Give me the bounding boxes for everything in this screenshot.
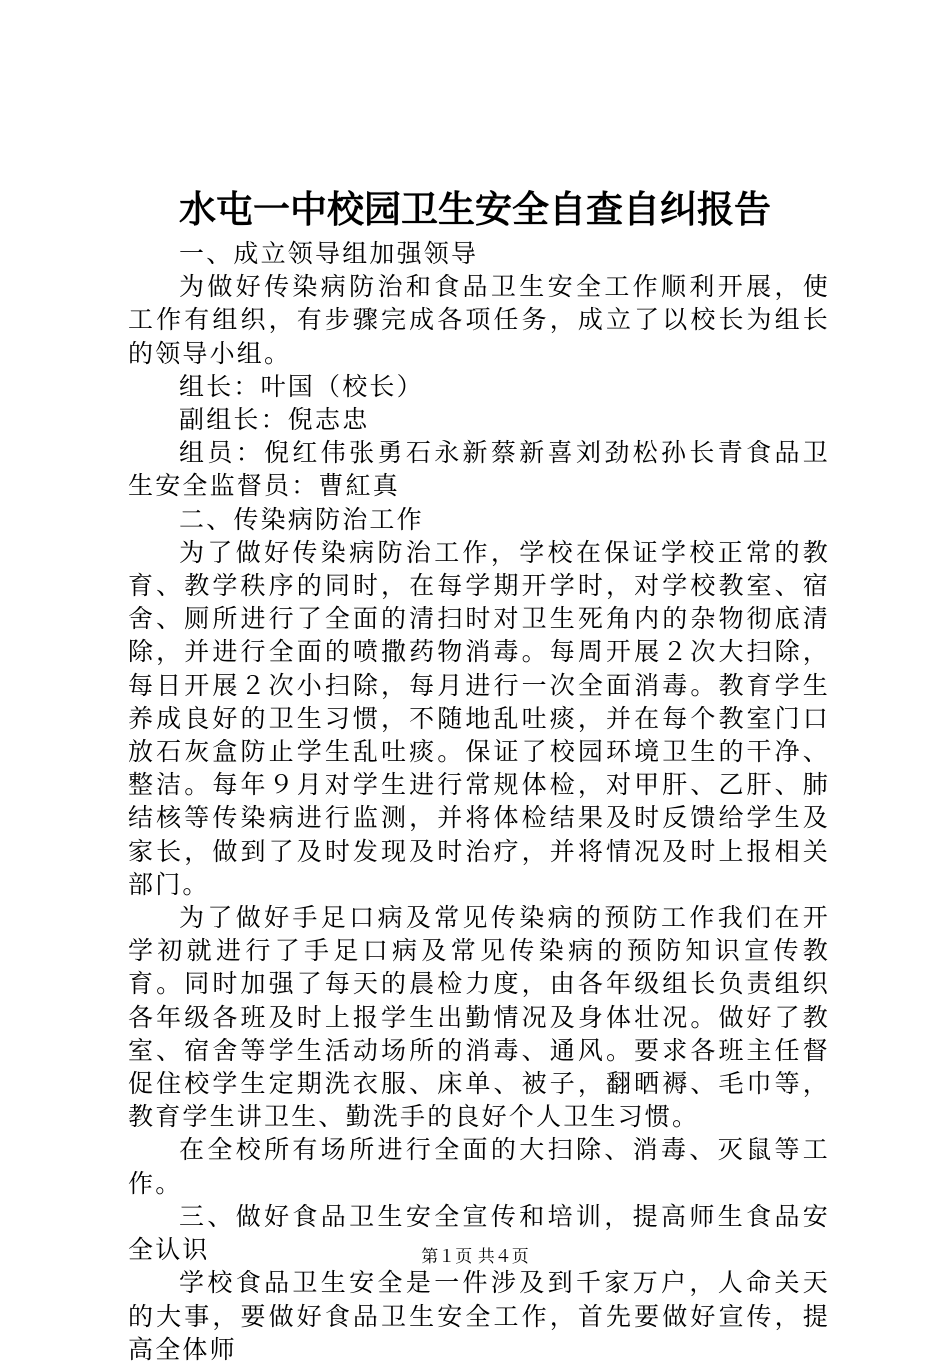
paragraph: 学校食品卫生安全是一件涉及到千家万户，人命关天的大事，要做好食品卫生安全工作，首先要做好宣传，提高全体师 bbox=[128, 1268, 830, 1364]
paragraph: 为了做好手足口病及常见传染病的预防工作我们在开学初就进行了手足口病及常见传染病的预防知识宣传教育。同时加强了每天的晨检力度，由各年级组长负责组织各年级各班及时上报学生出勤情况及身体壮况。做好了教室、宿舍等学生活动场所的消毒、通风。要求各班主任督促住校学生定期洗衣服、床单、被子，翻晒褥、毛巾等，教育学生讲卫生、勤洗手的良好个人卫生习惯。 bbox=[128, 903, 830, 1132]
section-heading-2: 二、传染病防治工作 bbox=[179, 504, 424, 534]
paragraph: 副组长：倪志忠 bbox=[179, 405, 370, 435]
document-title: 水屯一中校园卫生安全自查自纠报告 bbox=[179, 187, 771, 231]
paragraph: 为做好传染病防治和食品卫生安全工作顺利开展，使工作有组织，有步骤完成各项任务，成立了以校长为组长的领导小组。 bbox=[128, 272, 830, 368]
paragraph: 组长：叶国（校长） bbox=[179, 371, 424, 401]
paragraph: 在全校所有场所进行全面的大扫除、消毒、灭鼠等工作。 bbox=[128, 1135, 830, 1198]
page-footer: 第１页 共４页 bbox=[421, 1247, 529, 1267]
document-body bbox=[128, 237, 830, 1366]
paragraph: 组员：倪红伟张勇石永新蔡新喜刘劲松孙长青食品卫生安全监督员：曹紅真 bbox=[128, 438, 830, 501]
section-heading-3: 三、做好食品卫生安全宣传和培训，提高师生食品安全认识 bbox=[128, 1201, 830, 1265]
paragraph: 为了做好传染病防治工作，学校在保证学校正常的教育、教学秩序的同时，在每学期开学时，对学校教室、宿舍、厕所进行了全面的清扫时对卫生死角内的杂物彻底清除，并进行全面的喷撒药物消毒。每周开展２次大扫除，每日开展２次小扫除，每月进行一次全面消毒。教育学生养成良好的卫生习惯，不随地乱吐痰，并在每个教室门口放石灰盒防止学生乱吐痰。保证了校园环境卫生的干净、整洁。每年９月对学生进行常规体检，对甲肝、乙肝、肺结核等传染病进行监测，并将体检结果及时反馈给学生及家长，做到了及时发现及时治疗，并将情况及时上报相关部门。 bbox=[128, 537, 830, 899]
section-heading-1: 一、成立领导组加强领导 bbox=[179, 239, 479, 268]
